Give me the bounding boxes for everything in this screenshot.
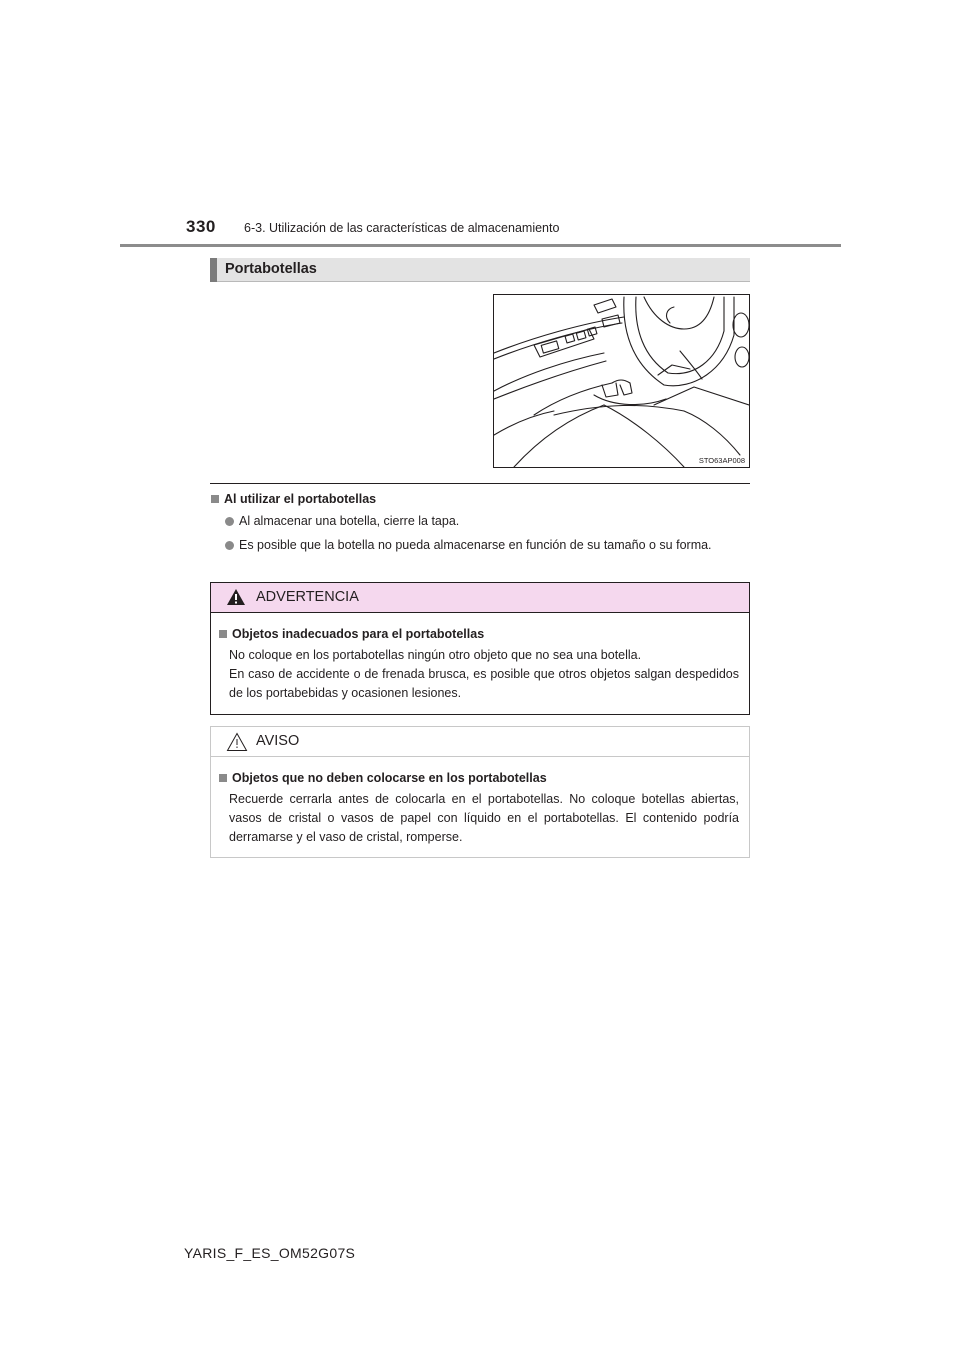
notice-label: AVISO [256, 733, 300, 749]
note-bullet [225, 536, 750, 555]
section-title: Portabotellas [225, 261, 317, 277]
notice-body [229, 790, 739, 847]
note-bullet [225, 512, 750, 531]
note-bullet-text: Es posible que la botella no pueda almacenarse en función de su tamaño o su forma. [239, 538, 712, 552]
square-bullet-icon [219, 630, 227, 638]
content-divider [210, 483, 750, 484]
warning-label: ADVERTENCIA [256, 589, 359, 605]
warning-subheading [219, 627, 484, 641]
warning-box [210, 582, 750, 715]
car-interior-drawing [494, 295, 749, 467]
round-bullet-icon [225, 541, 234, 550]
section-title-bar [210, 258, 750, 282]
notice-subheading-text: Objetos que no deben colocarse en los portabotellas [232, 771, 547, 785]
footer-code: YARIS_F_ES_OM52G07S [184, 1245, 356, 1261]
warning-paragraph: En caso de accidente o de frenada brusca, es posible que otros objetos salgan despedidos de los portabebidas y ocasionen lesiones. [229, 667, 739, 700]
notice-box [210, 726, 750, 858]
warning-triangle-icon [226, 588, 246, 606]
warning-body [229, 646, 739, 703]
notice-subheading [219, 771, 547, 785]
warning-paragraph: No coloque en los portabotellas ningún otro objeto que no sea una botella. [229, 648, 642, 662]
section-header: 6-3. Utilización de las características de almacenamiento [244, 221, 560, 235]
note-heading-text: Al utilizar el portabotellas [224, 492, 377, 506]
title-accent-bar [210, 258, 217, 282]
note-bullet-text: Al almacenar una botella, cierre la tapa. [239, 514, 460, 528]
header-divider [120, 244, 841, 247]
notice-header [211, 727, 749, 757]
page-number: 330 [186, 217, 216, 236]
square-bullet-icon [219, 774, 227, 782]
bottle-holder-illustration [493, 294, 750, 468]
square-bullet-icon [211, 495, 219, 503]
note-heading [211, 492, 376, 506]
warning-subheading-text: Objetos inadecuados para el portabotellas [232, 627, 485, 641]
caution-outline-triangle-icon [226, 732, 248, 752]
round-bullet-icon [225, 517, 234, 526]
warning-header [211, 583, 749, 613]
notice-paragraph: Recuerde cerrarla antes de colocarla en el portabotellas. No coloque botellas abiertas, vasos de cristal o vasos de papel con líquido en el portabotellas. El contenido podría derramarse y el vaso de cristal, romperse. [229, 792, 739, 844]
illustration-code: STO63AP008 [698, 456, 745, 465]
